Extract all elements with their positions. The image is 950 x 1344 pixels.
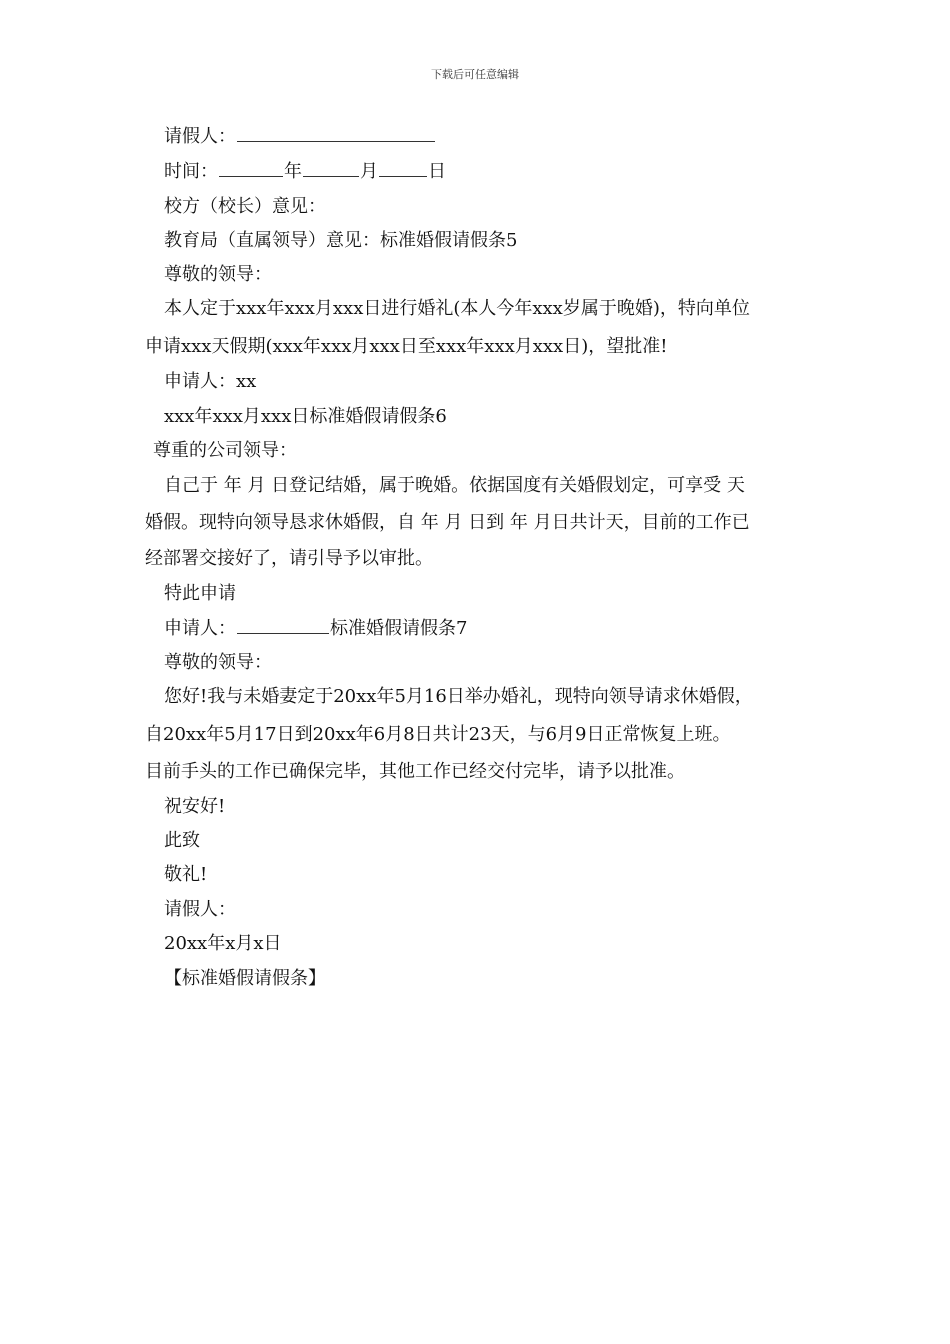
body-6-line-3: 经部署交接好了，请引导予以审批。 bbox=[145, 548, 433, 569]
applicant-5: 申请人：xx bbox=[164, 371, 257, 392]
year-blank bbox=[219, 160, 283, 177]
body-7-line-3: 目前手头的工作已确保完毕，其他工作已经交付完毕，请予以批准。 bbox=[145, 761, 685, 782]
page-header: 下载后可任意编辑 bbox=[431, 68, 519, 81]
salutation-7: 尊敬的领导： bbox=[164, 652, 272, 673]
leave-applicant-label: 请假人： bbox=[164, 126, 236, 147]
title-7: 标准婚假请假条7 bbox=[330, 618, 468, 639]
time-line bbox=[164, 160, 446, 184]
school-opinion: 校方（校长）意见： bbox=[164, 196, 326, 217]
day-blank bbox=[379, 160, 427, 177]
closing-1: 此致 bbox=[164, 830, 200, 851]
body-7-line-2: 自20xx年5月17日到20xx年6月8日共计23天，与6月9日正常恢复上班。 bbox=[145, 724, 731, 745]
wish-well: 祝安好! bbox=[164, 796, 226, 817]
applicant-6-label: 申请人： bbox=[164, 618, 236, 639]
body-6-line-1: 自己于 年 月 日登记结婚，属于晚婚。依据国度有关婚假划定，可享受 天 bbox=[164, 475, 745, 496]
applicant-6-blank bbox=[237, 617, 329, 634]
bureau-opinion: 教育局（直属领导）意见：标准婚假请假条5 bbox=[164, 230, 518, 251]
month-blank bbox=[303, 160, 359, 177]
month-label: 月 bbox=[360, 161, 378, 182]
body-5-line-2: 申请xxx天假期(xxx年xxx月xxx日至xxx年xxx月xxx日)，望批准! bbox=[145, 336, 668, 357]
date-title-6: xxx年xxx月xxx日标准婚假请假条6 bbox=[164, 406, 447, 427]
section-title: 【标准婚假请假条】 bbox=[164, 968, 326, 989]
closing-2: 敬礼! bbox=[164, 864, 208, 885]
time-label: 时间： bbox=[164, 161, 218, 182]
leave-applicant-line bbox=[164, 125, 436, 149]
date-7: 20xx年x月x日 bbox=[164, 933, 282, 954]
applicant-6-line bbox=[164, 617, 467, 641]
body-7-line-1: 您好!我与未婚妻定于20xx年5月16日举办婚礼，现特向领导请求休婚假， bbox=[164, 686, 753, 707]
salutation-6: 尊重的公司领导： bbox=[153, 440, 297, 461]
salutation-5: 尊敬的领导： bbox=[164, 264, 272, 285]
leave-applicant-7: 请假人： bbox=[164, 899, 236, 920]
year-label: 年 bbox=[284, 161, 302, 182]
body-5-line-1: 本人定于xxx年xxx月xxx日进行婚礼(本人今年xxx岁属于晚婚)，特向单位 bbox=[164, 298, 750, 319]
day-label: 日 bbox=[428, 161, 446, 182]
body-6-line-2: 婚假。现特向领导恳求休婚假，自 年 月 日到 年 月日共计天，目前的工作已 bbox=[145, 512, 750, 533]
hereby-apply: 特此申请 bbox=[164, 583, 236, 604]
applicant-blank bbox=[237, 125, 435, 142]
